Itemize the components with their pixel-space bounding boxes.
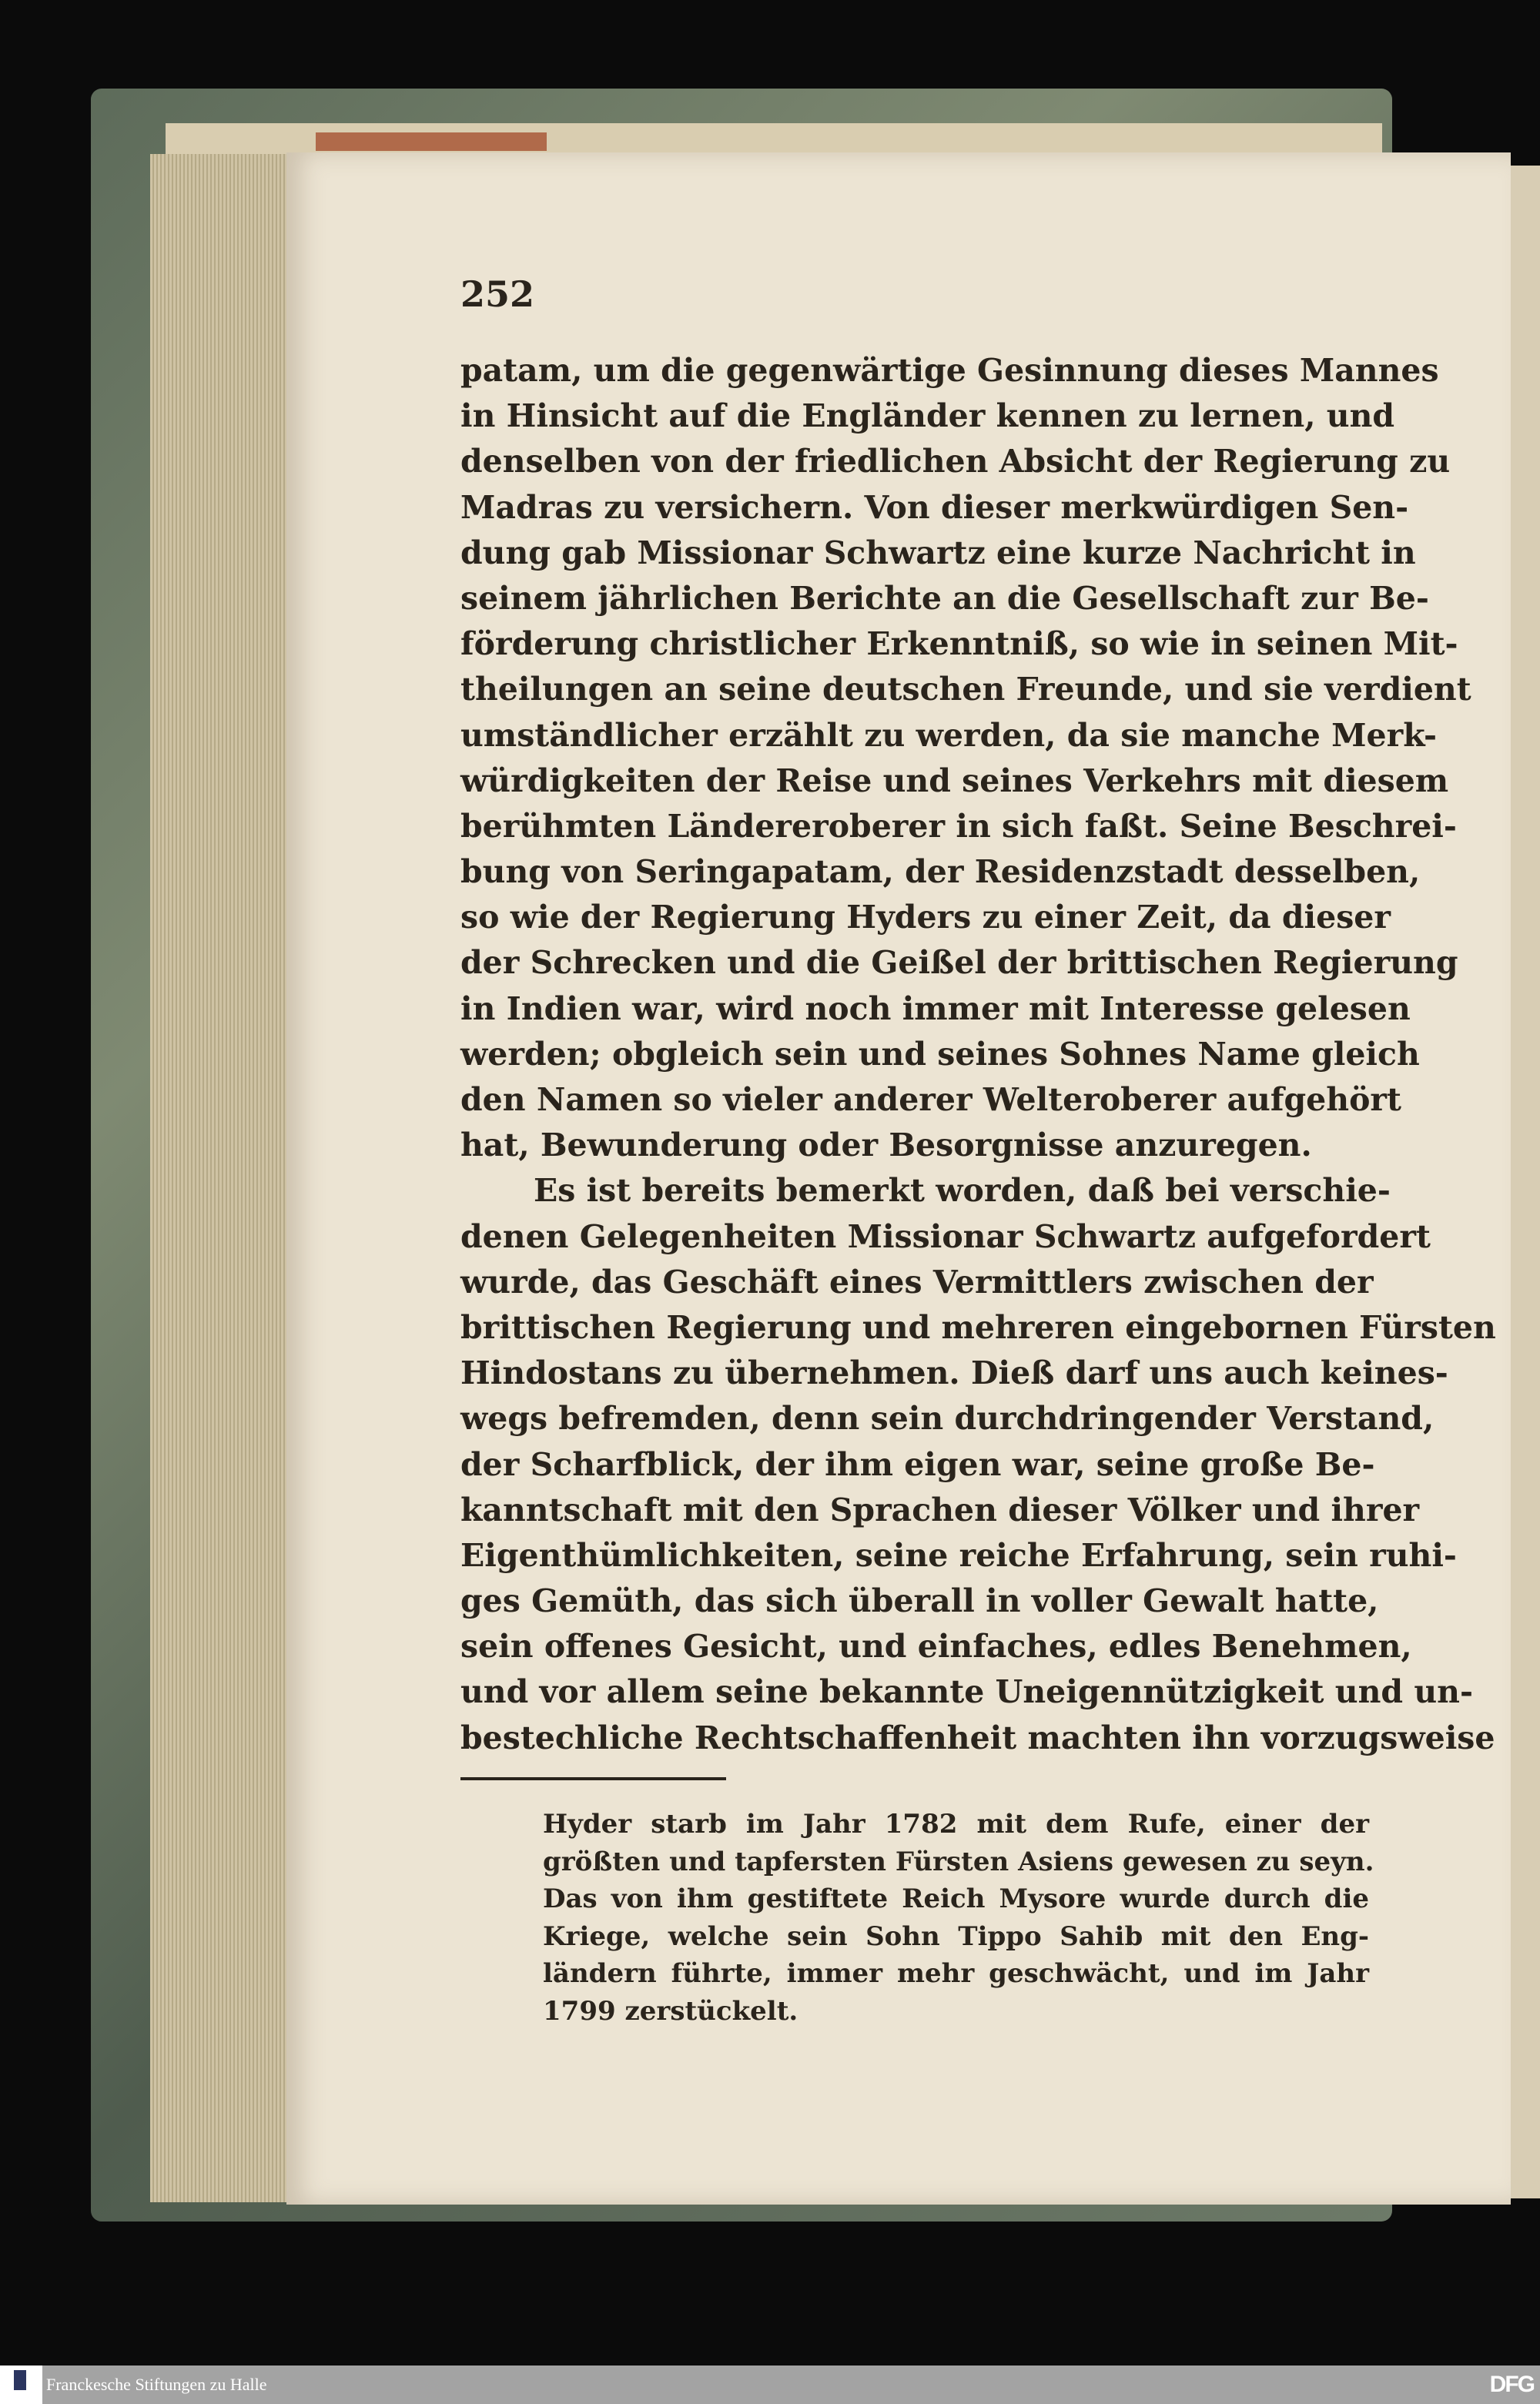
text-line: hat, Bewunderung oder Besorgnisse anzuregen. xyxy=(460,1127,1312,1164)
text-line: Madras zu versichern. Von dieser merkwürdigen Sen- xyxy=(460,488,1409,526)
text-line: werden; obgleich sein und seines Sohnes Name gleich xyxy=(460,1035,1420,1073)
institution-name: Franckesche Stiftungen zu Halle xyxy=(46,2375,267,2394)
institution-logo xyxy=(0,2365,42,2404)
text-line: ges Gemüth, das sich überall in voller Gewalt hatte, xyxy=(460,1582,1379,1620)
text-line: Das von ihm gestiftete Reich Mysore wurde durch die xyxy=(543,1883,1369,1914)
text-line: berühmten Ländereroberer in sich faßt. Seine Beschrei- xyxy=(460,807,1457,845)
text-line: bestechliche Rechtschaffenheit machten ihn vorzugsweise xyxy=(460,1719,1495,1756)
text-line: Es ist bereits bemerkt worden, daß bei verschie- xyxy=(534,1172,1391,1210)
text-line: umständlicher erzählt zu werden, da sie manche Merk- xyxy=(460,716,1437,754)
text-line: kanntschaft mit den Sprachen dieser Völker und ihrer xyxy=(460,1491,1420,1528)
text-line: ländern führte, immer mehr geschwächt, und im Jahr xyxy=(543,1958,1369,1989)
text-line: größten und tapfersten Fürsten Asiens gewesen zu seyn. xyxy=(543,1846,1374,1877)
text-line: Hyder starb im Jahr 1782 mit dem Rufe, einer der xyxy=(543,1809,1369,1840)
text-line: bung von Seringapatam, der Residenzstadt desselben, xyxy=(460,853,1421,891)
text-line: förderung christlicher Erkenntniß, so wie in seinen Mit- xyxy=(460,625,1458,663)
page-number: 252 xyxy=(460,273,535,315)
text-line: dung gab Missionar Schwartz eine kurze Nachricht in xyxy=(460,534,1416,571)
text-line: würdigkeiten der Reise und seines Verkehrs mit diesem xyxy=(460,762,1449,799)
text-line: Eigenthümlichkeiten, seine reiche Erfahrung, sein ruhi- xyxy=(460,1536,1457,1574)
text-line: patam, um die gegenwärtige Gesinnung dieses Mannes xyxy=(460,352,1439,389)
text-line: denen Gelegenheiten Missionar Schwartz aufgefordert xyxy=(460,1217,1431,1255)
text-line: 1799 zerstückelt. xyxy=(543,1995,798,2027)
text-line: Hindostans zu übernehmen. Dieß darf uns auch keines- xyxy=(460,1354,1448,1392)
page-edges xyxy=(150,154,296,2202)
facing-page-edge xyxy=(1511,166,1540,2198)
text-line: seinem jährlichen Berichte an die Gesellschaft zur Be- xyxy=(460,579,1429,617)
text-line: so wie der Regierung Hyders zu einer Zeit, da dieser xyxy=(460,899,1391,936)
text-line: wegs befremden, denn sein durchdringender Verstand, xyxy=(460,1400,1435,1438)
dfg-logo: DFG xyxy=(1489,2372,1534,2397)
text-line: denselben von der friedlichen Absicht der Regierung zu xyxy=(460,443,1451,480)
text-line: brittischen Regierung und mehreren eingebornen Fürsten xyxy=(460,1308,1496,1346)
text-line: wurde, das Geschäft eines Vermittlers zwischen der xyxy=(460,1263,1374,1301)
footnote-rule xyxy=(460,1777,726,1780)
text-line: und vor allem seine bekannte Uneigennützigkeit und un- xyxy=(460,1673,1473,1711)
bookmark-ribbon xyxy=(316,132,547,151)
text-line: der Scharfblick, der ihm eigen war, seine große Be- xyxy=(460,1445,1375,1483)
text-line: der Schrecken und die Geißel der brittischen Regierung xyxy=(460,944,1458,982)
text-line: den Namen so vieler anderer Welteroberer aufgehört xyxy=(460,1081,1401,1118)
text-line: sein offenes Gesicht, und einfaches, edles Benehmen, xyxy=(460,1628,1412,1666)
text-line: Kriege, welche sein Sohn Tippo Sahib mit den Eng- xyxy=(543,1920,1369,1952)
text-line: in Hinsicht auf die Engländer kennen zu lernen, und xyxy=(460,397,1395,435)
footnote xyxy=(543,1806,1374,2030)
text-line: theilungen an seine deutschen Freunde, und sie verdient xyxy=(460,671,1471,708)
footer-bar xyxy=(0,2365,1540,2404)
text-line: in Indien war, wird noch immer mit Interesse gelesen xyxy=(460,989,1411,1027)
main-text xyxy=(460,348,1496,1761)
